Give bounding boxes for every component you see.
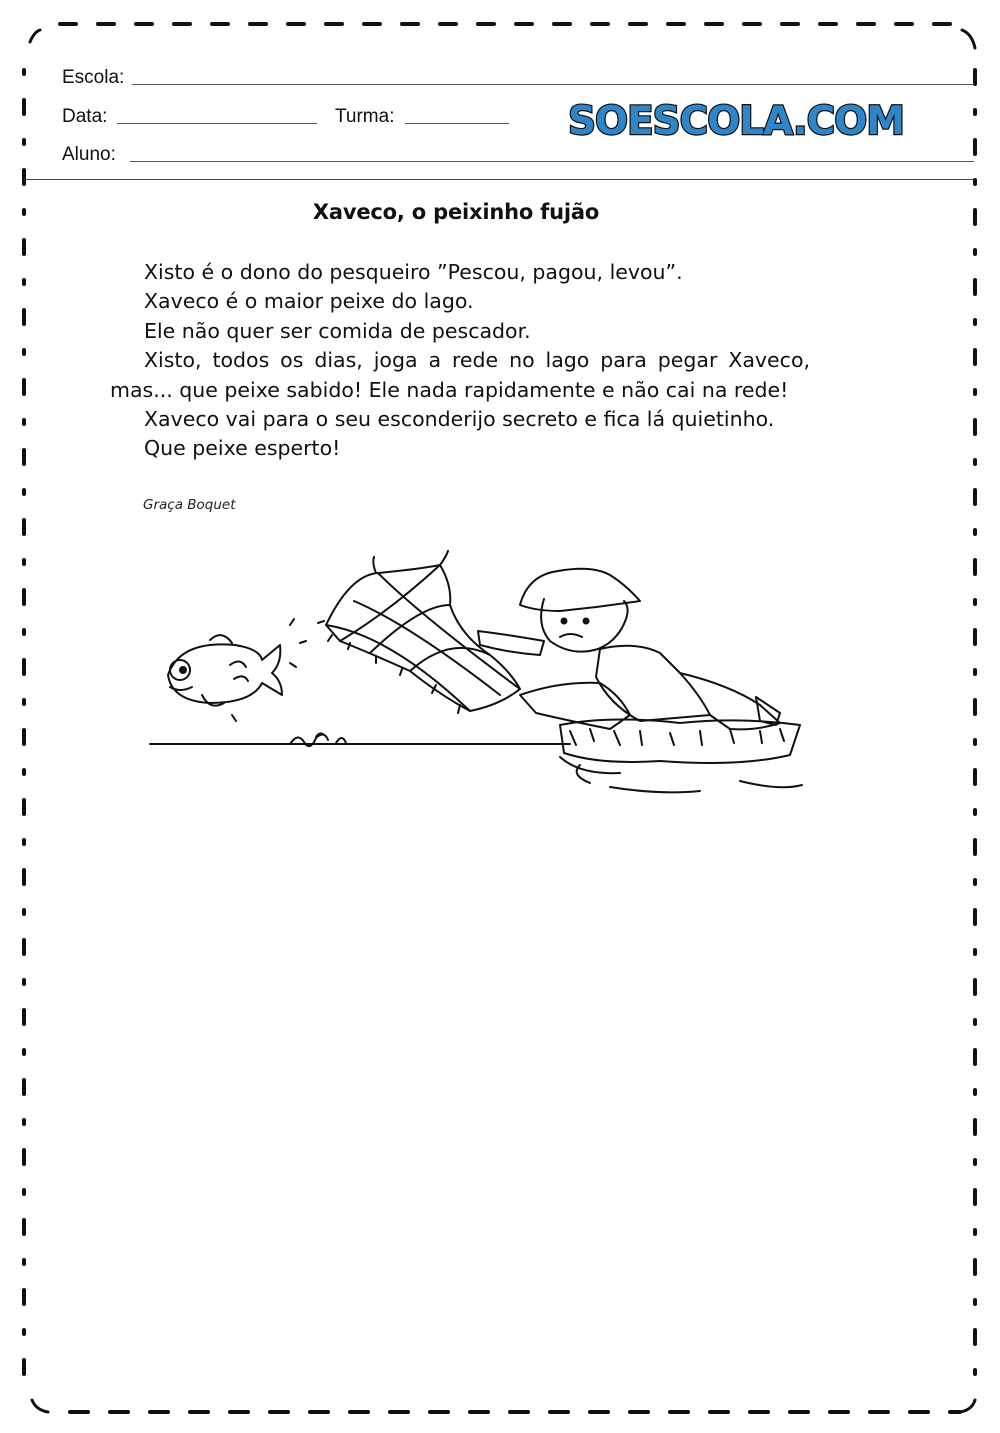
escola-label: Escola: bbox=[62, 67, 125, 88]
fisherman-and-fish-illustration bbox=[140, 545, 820, 810]
author-credit: Graça Boquet bbox=[143, 497, 236, 513]
story-line: Xisto é o dono do pesqueiro ”Pescou, pagou, levou”. bbox=[144, 260, 683, 284]
story-text bbox=[110, 258, 810, 464]
logo-text: SOESCOLA.COM bbox=[568, 99, 904, 144]
story-line: Xaveco vai para o seu esconderijo secreto e fica lá quietinho. bbox=[144, 407, 775, 432]
header-divider bbox=[24, 179, 974, 180]
aluno-line[interactable] bbox=[130, 161, 974, 162]
fish-icon bbox=[168, 619, 306, 721]
worksheet-title: Xaveco, o peixinho fujão bbox=[312, 200, 600, 224]
turma-line[interactable] bbox=[405, 123, 509, 124]
rock-island-icon bbox=[560, 719, 802, 792]
data-label: Data: bbox=[62, 106, 108, 127]
story-line: mas... que peixe sabido! Ele nada rapidamente e não cai na rede! bbox=[110, 377, 789, 402]
data-line[interactable] bbox=[117, 123, 317, 124]
story-line: Xaveco é o maior peixe do lago. bbox=[144, 289, 474, 314]
soescola-logo bbox=[566, 96, 908, 144]
story-line: Xisto, todos os dias, joga a rede no lago para pegar Xaveco, bbox=[144, 348, 810, 373]
escola-line[interactable] bbox=[132, 84, 974, 85]
story-line: Ele não quer ser comida de pescador. bbox=[144, 318, 531, 343]
turma-label: Turma: bbox=[335, 106, 395, 127]
student-info-header bbox=[0, 0, 1000, 180]
aluno-label: Aluno: bbox=[62, 144, 116, 165]
boy-fisherman-icon bbox=[478, 569, 780, 730]
story-line: Que peixe esperto! bbox=[144, 436, 341, 461]
